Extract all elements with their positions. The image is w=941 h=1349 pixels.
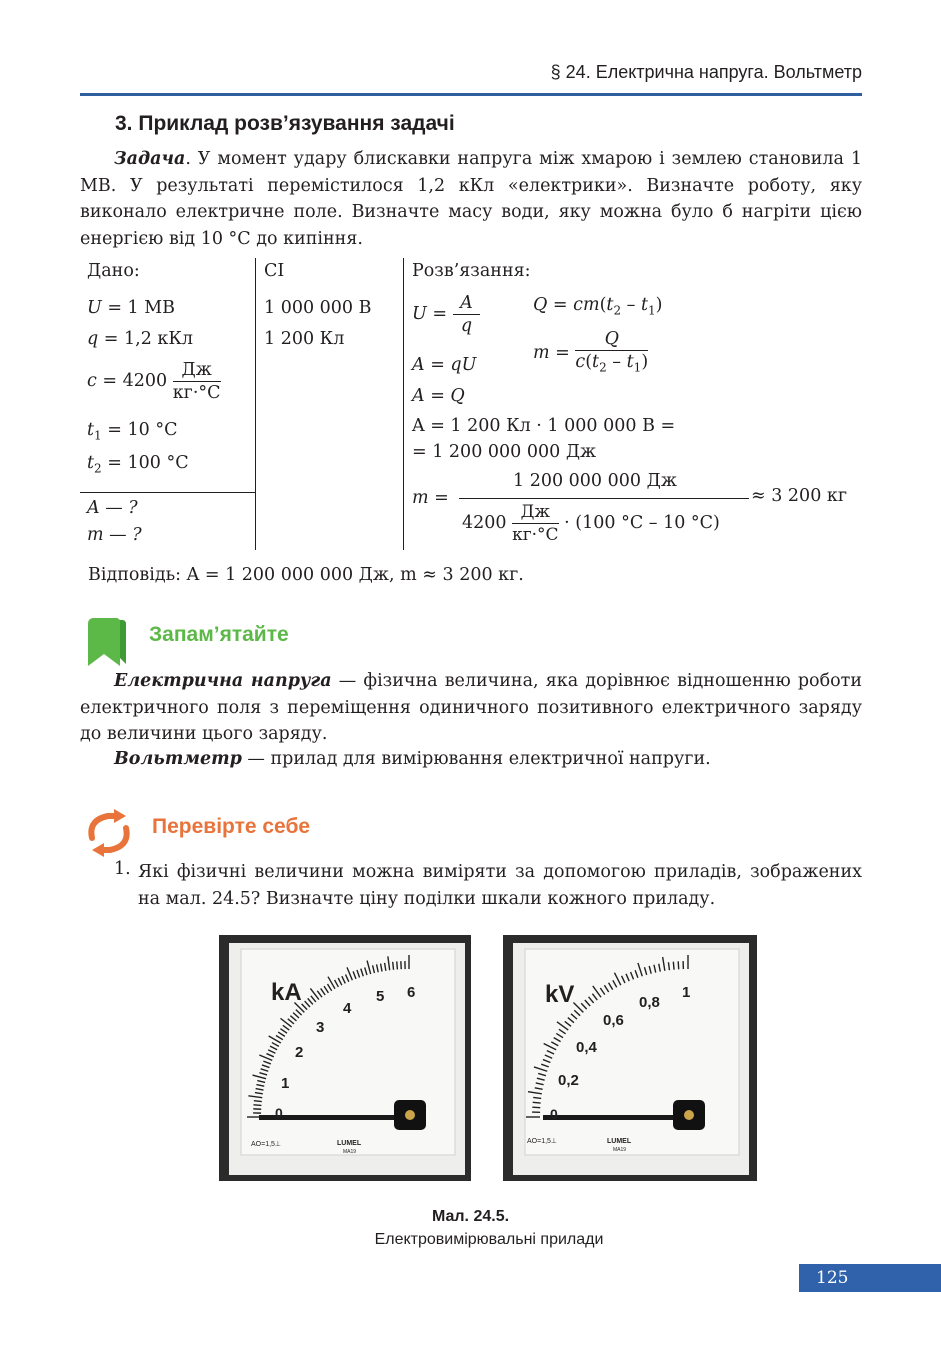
ammeter-tick-1: 1 xyxy=(281,1075,290,1092)
voltmeter-tick-5: 1 xyxy=(682,984,691,1001)
header-rule xyxy=(80,93,862,96)
scale-tick xyxy=(254,1101,262,1102)
calc-mass-fraction-bar xyxy=(459,498,749,499)
table-divider-find xyxy=(80,492,256,493)
answer: Відповідь: A = 1 200 000 000 Дж, m ≈ 3 200 кг. xyxy=(88,565,524,585)
check-title: Перевірте себе xyxy=(152,815,311,838)
calc-work-line1: A = 1 200 Кл · 1 000 000 В = xyxy=(412,416,676,436)
scale-tick xyxy=(668,962,669,970)
voltmeter-tick-1: 0,2 xyxy=(558,1072,579,1089)
find-mass: m — ? xyxy=(87,525,142,545)
scale-tick xyxy=(678,961,679,969)
voltmeter-tick-3: 0,6 xyxy=(603,1012,624,1029)
given-heat-capacity: c = 4200 $\frac{Дж}{кг\cdot^\circ С}$ xyxy=(87,360,221,403)
given-voltage: U = 1 МВ xyxy=(87,298,176,318)
scale-tick xyxy=(397,961,398,969)
scale-tick xyxy=(253,1105,261,1106)
ammeter-tick-6: 6 xyxy=(407,984,416,1001)
formula-heat: $Q = cm(t_2 - t_1)$ xyxy=(533,295,663,318)
scale-tick xyxy=(393,962,394,970)
remember-definition-voltage: Електрична напруга — фізична величина, яка дорівнює відношенню роботи електричного поля з переміщення одиничного позитивного електричного заряду до величини цього заряду. xyxy=(80,671,862,744)
solution-header: Розв’язання: xyxy=(412,261,531,281)
page-number-badge xyxy=(799,1264,941,1292)
find-work: A — ? xyxy=(87,498,138,518)
ammeter-tick-5: 5 xyxy=(376,988,385,1005)
formula-work: A = qU xyxy=(412,355,477,375)
given-t1: $t_1 = 10$ °С xyxy=(87,420,178,443)
scale-tick xyxy=(673,962,674,970)
figure-caption-text: Електровимірювальні прилади xyxy=(374,1231,604,1248)
ammeter-marking: AO=1,5⊥ xyxy=(251,1141,282,1148)
table-divider-given xyxy=(255,258,256,550)
ammeter-tick-2: 2 xyxy=(295,1044,304,1061)
si-header: СІ xyxy=(264,261,285,281)
calc-work-line2: = 1 200 000 000 Дж xyxy=(412,442,597,462)
given-t2: $t_2 = 100$ °С xyxy=(87,453,189,476)
scale-tick xyxy=(532,1107,540,1108)
calc-mass-symbol: m = xyxy=(412,488,449,508)
section-title: 3. Приклад розв’язування задачі xyxy=(115,112,455,135)
given-charge: q = 1,2 кКл xyxy=(87,329,193,349)
calc-mass-result: ≈ 3 200 кг xyxy=(751,486,847,506)
given-header: Дано: xyxy=(87,261,140,281)
voltmeter-tick-0: 0 xyxy=(550,1106,558,1122)
voltmeter-marking: AO=1,5⊥ xyxy=(527,1138,558,1145)
bookmark-icon xyxy=(86,616,126,668)
voltmeter-tick-2: 0,4 xyxy=(576,1039,597,1056)
si-charge: 1 200 Кл xyxy=(264,329,345,349)
voltmeter-model: MA19 xyxy=(613,1147,627,1153)
question-text: Які фізичні величини можна виміряти за допомогою приладів, зображених на мал. 24.5? Визначте ціну поділки шкали кожного приладу. xyxy=(138,862,862,909)
question-number: 1. xyxy=(114,859,131,879)
ammeter-unit: kA xyxy=(271,979,302,1006)
ammeter-model: MA19 xyxy=(343,1149,357,1155)
ammeter-tick-4: 4 xyxy=(343,1000,352,1017)
scale-tick xyxy=(533,1097,541,1098)
remember-definition-voltmeter: Вольтметр — прилад для вимірювання електричної напруги. xyxy=(114,749,711,769)
ammeter-tick-3: 3 xyxy=(316,1019,325,1036)
formula-mass: m = $\frac{Q}{c(t_2 - t_1)}$ xyxy=(533,329,649,375)
task-paragraph xyxy=(80,146,862,252)
figure-caption-label: Мал. 24.5. xyxy=(431,1208,510,1225)
ammeter-photo xyxy=(219,935,471,1181)
running-header: § 24. Електрична напруга. Вольтметр xyxy=(550,62,862,82)
formula-work-heat: A = Q xyxy=(412,386,465,406)
ammeter-tick-0: 0 xyxy=(275,1105,283,1121)
scale-tick xyxy=(533,1102,541,1103)
voltmeter-brand: LUMEL xyxy=(607,1138,632,1145)
task-text: . У момент удару блискавки напруга між хмарою і землею становила 1 МВ. У результаті перемістилося 1,2 кКл «електрики». Визначте роботу, яку виконало електричне поле. Визначте масу води, яку можна було б нагріти цією енергією від 10 °С до кипіння. xyxy=(80,149,862,249)
calc-mass-denominator: 4200 $\frac{Дж}{кг\cdot^\circ С}$ · (100 °С – 10 °С) xyxy=(462,502,720,545)
voltmeter-tick-4: 0,8 xyxy=(639,994,660,1011)
voltmeter-photo xyxy=(503,935,757,1181)
remember-title: Запам’ятайте xyxy=(149,623,289,646)
page-number: 125 xyxy=(816,1268,849,1288)
formula-voltage: U = $\frac{A}{q}$ xyxy=(412,293,479,336)
task-label: Задача xyxy=(114,149,186,169)
ammeter-brand: LUMEL xyxy=(337,1140,362,1147)
refresh-icon xyxy=(82,808,136,858)
si-voltage: 1 000 000 В xyxy=(264,298,372,318)
voltmeter-unit: kV xyxy=(545,981,575,1008)
calc-mass-numerator: 1 200 000 000 Дж xyxy=(513,471,677,491)
table-divider-si xyxy=(403,258,404,550)
